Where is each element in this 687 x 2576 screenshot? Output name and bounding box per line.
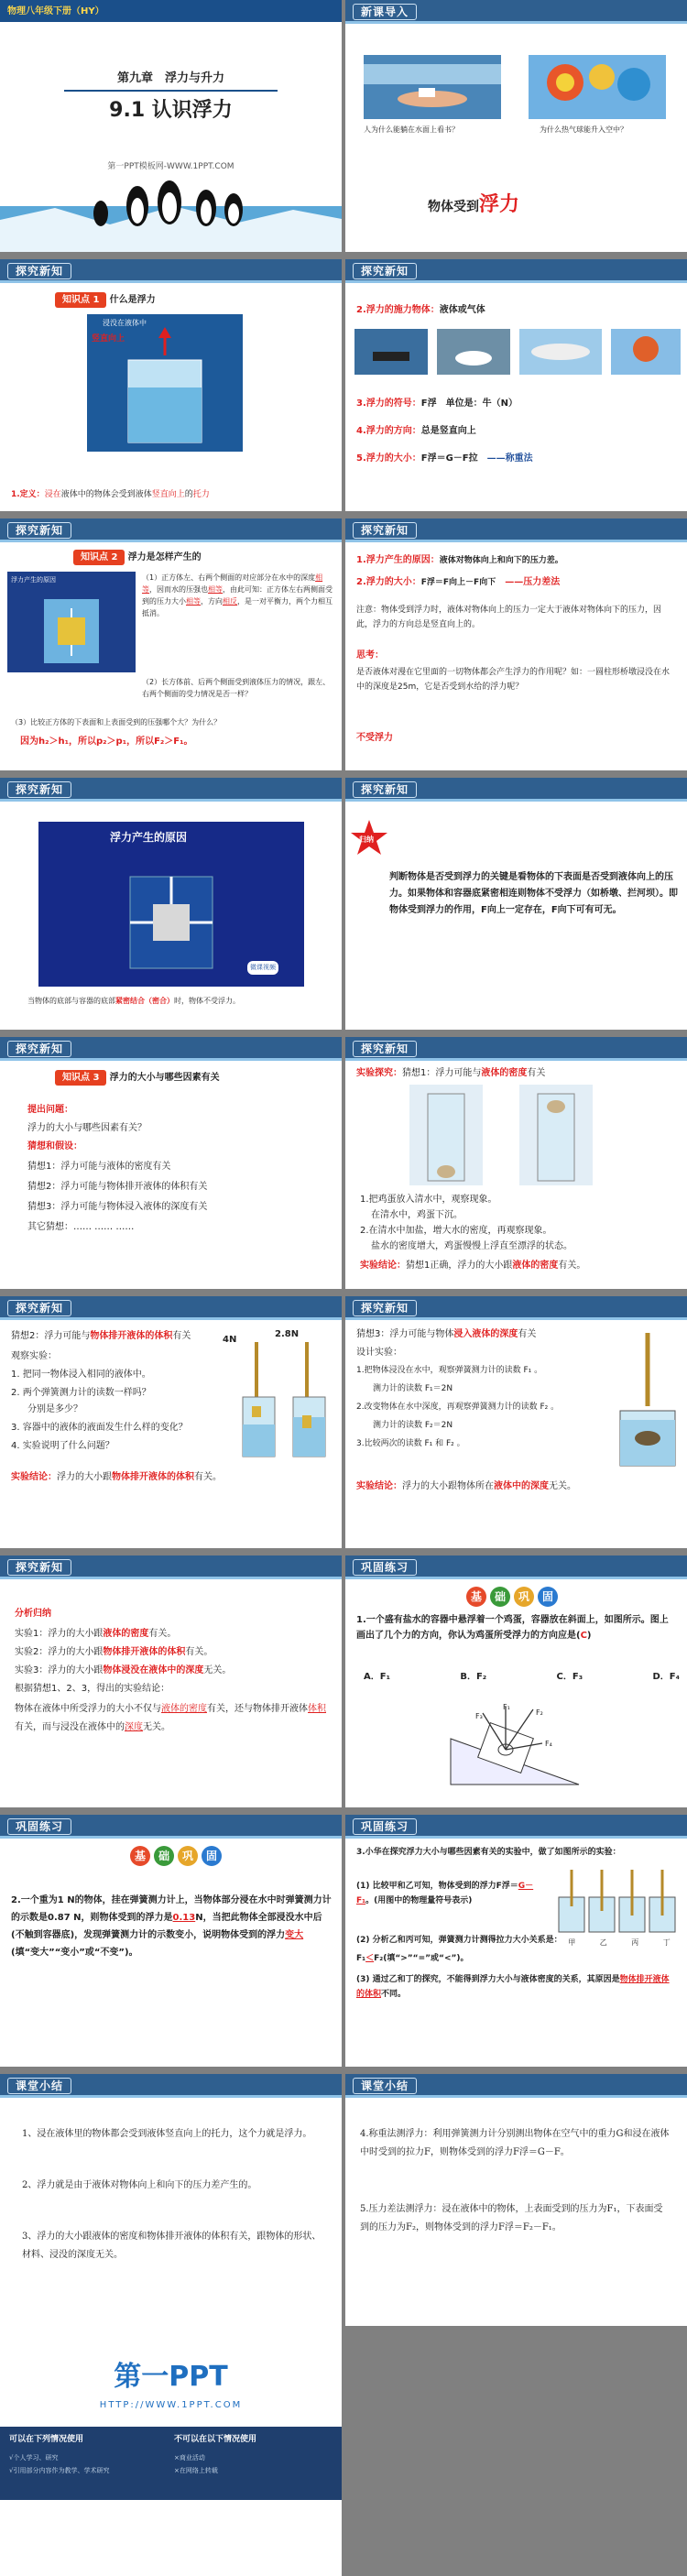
cap: 时，物体不受浮力。 [174,997,240,1005]
depth-experiment-image [616,1333,680,1470]
paragraph-2: （2）长方体前、后两个侧面受到液体压力的情况，跟左、右两个侧面的受力情况是否一样？ [142,678,331,698]
text: (1) 比较甲和乙可知，物体受到的浮力F浮＝ [356,1882,518,1891]
observe-3: 3. 容器中的液体的液面发生什么样的变化？ [11,1423,188,1433]
option-d[interactable]: D．F₄ [652,1672,680,1682]
footer-promo [0,2321,342,2576]
knowledge-point [55,1070,220,1086]
kp-badge: 知识点 1 [55,292,106,308]
kp-title: 浮力的大小与哪些因素有关 [109,1073,220,1083]
part-1 [356,1879,549,1908]
badge: 巩 [178,1846,198,1866]
text: 有关 [172,1331,191,1341]
lesson-title: 9.1 认识浮力 [109,99,233,122]
egg-beakers-image [409,1085,611,1185]
exp-conclusion [11,1470,222,1484]
slide-experiment-3 [345,1296,687,1548]
incline-diagram [446,1693,583,1794]
slide-analysis [0,1555,342,1807]
analysis-1 [15,1627,176,1641]
forbidden-item: ×商业活动 [174,2454,205,2461]
option-b[interactable]: B．F₂ [460,1672,487,1682]
property-value: 总是竖直向上 [420,426,476,436]
text: F₁ [356,1954,366,1963]
question-label: 提出问题： [27,1105,73,1115]
answer: C [580,1631,587,1641]
property-label: 3.浮力的符号： [356,398,421,409]
slide-header [0,259,342,283]
design-1: 1.把物体浸没在水中，观察弹簧测力计的读数 F₁ 。 [356,1366,543,1375]
value: F浮＝F向上－F向下 [420,578,496,587]
chapter-title: 第九章 浮力与升力 [116,71,224,85]
part-2: (2) 分析乙和丙可知，弹簧测力计测得拉力大小关系是： [356,1936,562,1945]
slide-header [345,1815,687,1839]
header-tag: 新课导入 [353,4,417,20]
header-tag: 探究新知 [7,1300,71,1316]
keyword: 物体排开液体的体积 [112,1472,194,1482]
slide-header [345,1555,687,1579]
text: 实验3：浮力的大小跟 [15,1665,104,1675]
text: 猜想2：浮力可能与 [11,1331,91,1341]
slide-definition [0,259,342,511]
p-blank: 相反 [223,597,237,606]
slide-hypotheses [0,1037,342,1289]
summary-paragraph [389,869,678,919]
question-text: N，当把此物体全部浸没水中后(不触到容器底)，发现弹簧测力计的示数变小，说明物体受到的浮力 [11,1913,322,1940]
slide-header [0,1296,342,1320]
def-text: 浸在 [44,490,61,499]
text: 有关。 [148,1629,177,1639]
def-text: 竖直向上 [151,490,185,499]
slide-exercise-2 [0,1815,342,2067]
text: 有关 [518,1329,537,1339]
conclusion-buoyancy: 浮力 [479,193,520,216]
header-tag: 探究新知 [353,522,417,539]
p-text: ，因而水的压强也 [149,585,208,594]
badge: 基 [466,1587,486,1607]
p-text: ，由此可知：正方体左右两侧面受到的压力大小 [142,585,333,606]
slide-summary-note [345,778,687,1030]
knowledge-point [55,292,156,308]
conclusion-prefix: 物体受到 [428,200,479,214]
label: 实验探究： [356,1068,402,1078]
label: 实验结论： [360,1261,406,1271]
text: 浮力的大小跟 [57,1472,112,1482]
think-label: 思考： [356,650,384,660]
observe-1: 1. 把同一物体浸入相同的液体中。 [11,1370,151,1380]
label: 实验结论： [11,1472,57,1482]
label: 2.浮力的大小： [356,577,421,587]
badge: 础 [154,1846,174,1866]
result-paragraph [15,1700,331,1737]
property-symbol [356,397,518,410]
allowed-item: √个人学习、研究 [9,2454,59,2461]
text: 无关。 [143,1722,170,1732]
header-tag: 课堂小结 [7,2078,71,2094]
observe-4: 4. 实验说明了什么问题？ [11,1441,114,1451]
kp-badge: 知识点 3 [55,1070,106,1086]
magnitude-line [356,575,560,590]
paragraph-3: （3）比较正方体的下表面和上表面受到的压强哪个大？为什么？ [11,718,222,726]
allowed-item: √引用部分内容作为教学、学术研究 [9,2467,110,2474]
slide-header [0,2074,342,2098]
keyword: 液体的密度 [481,1068,528,1078]
options [364,1670,680,1684]
property-value: 液体或气体 [439,305,485,315]
summary-item: 1、浸在液体里的物体都会受到液体竖直向上的托力，这个力就是浮力。 [22,2129,312,2139]
think-question: 是否液体对漫在它里面的一切物体都会产生浮力的作用呢？如：一圆柱形桥墩浸没在水中的深度是25m，它是否受到水给的浮力呢？ [356,668,671,692]
p-text: （1）正方体左、右两个侧面的对应部分在水中的深度 [142,573,316,582]
force-label: F₃ [475,1712,483,1720]
summary-item: 3、浮力的大小跟液体的密度和物体排开液体的体积有关，跟物体的形状、材料、浸没的深度无关。 [22,2232,322,2260]
text: 浮力的大小跟物体所在 [402,1481,494,1491]
summary-text: F向上一定存在，F向下可有可无。 [481,905,622,915]
exp-heading [356,1327,536,1341]
penguins-illustration [0,179,342,252]
p-blank: 相等 [142,573,323,594]
answer: G－F₁ [356,1882,534,1905]
label: 丁 [662,1938,671,1947]
label: 丙 [631,1938,639,1947]
slide-properties [345,259,687,511]
result-label: 根据猜想1、2、3，得出的实验结论： [15,1684,170,1694]
slide-exercise-1 [345,1555,687,1807]
keyword: 液体中的深度 [494,1481,549,1491]
p-blank: 相等 [186,597,201,606]
keyword: 物体排开液体的体积 [90,1331,173,1341]
slide-header [0,1815,342,1839]
label: 1.浮力产生的原因： [356,555,440,565]
hypothesis-2: 猜想2：浮力可能与物体排开液体的体积有关 [27,1182,208,1192]
brand-url[interactable]: HTTP://WWW.1PPT.COM [99,2400,243,2410]
blank: 体积 [308,1704,326,1714]
floating-reader-image [364,55,501,119]
text: 有关，还与物体排开液体 [207,1704,308,1714]
knowledge-point [73,550,202,565]
slide-header [0,778,342,802]
kp-title: 浮力是怎样产生的 [127,552,202,562]
text: 无关。 [203,1665,232,1675]
template-source: 第一PPT模板网-WWW.1PPT.COM [107,162,234,171]
text: 。(用图中的物理量符号表示) [365,1896,473,1905]
examples-images [354,329,681,375]
cause-line [356,553,563,568]
design-label: 设计实验： [356,1348,402,1358]
text: 有关。 [558,1261,586,1271]
property-label: 4.浮力的方向： [356,426,421,436]
slide-header [345,2074,687,2098]
text: 猜想1：浮力可能与 [402,1068,482,1078]
question-1 [356,1612,677,1643]
question-text: ) [586,1631,592,1641]
allowed-heading: 可以在下列情况使用 [9,2435,84,2444]
def-text: 托力 [192,490,210,499]
slide-summary-2 [345,2074,687,2326]
def-label: 1.定义： [11,490,45,499]
text: 猜想3：浮力可能与物体 [356,1329,454,1339]
keyword: 液体的密度 [512,1261,559,1271]
definition-line [11,488,210,502]
text: 实验2：浮力的大小跟 [15,1647,104,1657]
design-1-result: 测力计的读数 F₁＝2N [373,1384,453,1393]
summary-item: 2、浮力就是由于液体对物体向上和向下的压力差产生的。 [22,2180,257,2190]
header-tag: 探究新知 [353,781,417,798]
observe-2b: 分别是多少？ [27,1404,82,1414]
summary-item: 4.称重法测浮力：利用弹簧测力计分别测出物体在空气中的重力G和浸在液体中时受到的拉力F，则物体受到的浮力F浮＝G－F。 [360,2129,670,2157]
cap: 当物体的底部与容器的底部 [27,997,115,1005]
paragraph-1 [142,572,334,619]
step-2-result: 盐水的密度增大，鸡蛋慢慢上浮直至漂浮的状态。 [371,1241,572,1251]
slide-header [345,778,687,802]
method-label: ——称重法 [486,453,533,464]
label: 乙 [599,1938,607,1947]
header-tag: 探究新知 [7,263,71,279]
slide-header [0,518,342,542]
observe-2: 2. 两个弹簧测力计的读数一样吗？ [11,1388,151,1398]
text: 物体在液体中所受浮力的大小不仅与 [15,1704,161,1714]
property-label: 2.浮力的施力物体： [356,305,440,315]
header-tag: 巩固练习 [353,1559,417,1576]
observe-label: 观察实验： [11,1351,57,1361]
slide-origin [0,518,342,770]
property-value: F浮＝G－F拉 [420,453,478,464]
header-tag: 课堂小结 [353,2078,417,2094]
blank: 深度 [125,1722,143,1732]
slide-intro [345,0,687,252]
label: 实验结论： [356,1481,402,1491]
design-2: 2.改变物体在水中深度，再观察弹簧测力计的读数 F₂ 。 [356,1403,560,1412]
header-tag: 巩固练习 [353,1818,417,1835]
exp-heading [356,1066,545,1080]
step-1: 1.把鸡蛋放入清水中，观察现象。 [360,1195,497,1205]
arrow-label: 竖直向上 [92,334,125,344]
answer: ＜ [365,1954,375,1963]
slide-header [345,1296,687,1320]
spring-scale-images [229,1333,339,1461]
analysis-3 [15,1664,231,1677]
badge: 固 [202,1846,222,1866]
basic-consolidation-badges [464,1587,560,1607]
slide-header [345,0,687,24]
slide-experiment-1 [345,1037,687,1289]
slide-header [345,518,687,542]
p-text: ，方向 [201,597,223,606]
slide-exercise-3 [345,1815,687,2067]
force-label: F₄ [545,1740,552,1748]
option-a[interactable]: A．F₁ [364,1672,390,1682]
exp-conclusion [360,1259,585,1272]
header-tag: 探究新知 [353,1041,417,1057]
micro-video-button[interactable]: 微课视频 [247,961,278,975]
hypothesis-1: 猜想1：浮力可能与液体的密度有关 [27,1162,171,1172]
kp-title: 什么是浮力 [109,295,156,305]
question-3: 3.小华在探究浮力大小与哪些因素有关的实验中，做了如图所示的实验： [356,1848,621,1857]
keyword: 物体排开液体的体积 [103,1647,186,1657]
video-caption: 浸没在液体中 [103,319,147,327]
text: 无关。 [549,1481,576,1491]
text: 有关。 [185,1647,213,1657]
slide-video [0,778,342,1030]
header-tag: 巩固练习 [7,1818,71,1835]
label: 甲 [568,1938,576,1947]
text: 不同。 [381,1990,407,1999]
book-name: 物理八年级下册（HY） [7,6,104,16]
option-c[interactable]: C．F₃ [556,1672,583,1682]
part-2-answer [356,1952,469,1966]
question-text: 1.一个盛有盐水的容器中悬浮着一个鸡蛋，容器放在斜面上，如图所示。图上画出了几个力的方向，你认为鸡蛋所受浮力的方向应是( [356,1615,669,1641]
slide-summary-1 [0,2074,342,2326]
header-tag: 探究新知 [7,522,71,539]
star-label: 归纳 [359,835,374,844]
four-beakers-diagram [554,1870,682,1934]
answer-2: 变大 [285,1930,304,1940]
question-text: 浮力的大小与哪些因素有关？ [27,1123,147,1133]
method: ——压力差法 [505,577,561,587]
question-2 [11,1892,332,1961]
note: 注意：物体受到浮力时，液体对物体向上的压力一定大于液体对物体向下的压力，因此，浮力的方向总是竖直向上的。 [356,606,662,629]
basic-consolidation-badges [128,1846,224,1866]
forbidden-item: ×在网络上转载 [174,2467,218,2474]
keyword: 浸入液体的深度 [453,1329,518,1339]
force-reading-2: 2.8N [275,1329,300,1339]
badge: 固 [538,1587,558,1607]
text: 实验1：浮力的大小跟 [15,1629,104,1639]
header-tag: 探究新知 [7,1559,71,1576]
keyword: 液体的密度 [103,1629,149,1639]
conclusion-text [428,193,520,216]
slide-header [345,259,687,283]
think-answer: 不受浮力 [356,733,393,743]
text: 有关 [527,1068,546,1078]
blank: 液体的密度 [161,1704,207,1714]
cap: 紧密结合（密合） [115,997,174,1005]
force-reading-1: 4N [223,1335,237,1345]
property-agent [356,303,485,317]
slide-experiment-2 [0,1296,342,1548]
hypothesis-3: 猜想3：浮力可能与物体浸入液体的深度有关 [27,1202,208,1212]
forbidden-heading: 不可以在以下情况使用 [174,2435,257,2444]
header-tag: 探究新知 [353,263,417,279]
part-3 [356,1972,677,2002]
slide-cause [345,518,687,770]
slide-title [0,0,342,252]
header-tag: 探究新知 [7,1041,71,1057]
slide-header [0,1037,342,1061]
property-magnitude [356,452,533,465]
hot-air-balloon-image [529,55,666,119]
design-2-result: 测力计的读数 F₂＝2N [373,1421,453,1430]
exp-heading [11,1329,191,1343]
force-label: F₁ [503,1703,510,1711]
p-text: ，是一对平衡力，两个力相互抵消。 [142,597,333,617]
text: 有关，而与浸没在液体中的 [15,1722,125,1732]
def-text: 的 [184,490,193,499]
slide-header [345,1037,687,1061]
badge: 基 [130,1846,150,1866]
answer: 物体排开液体的体积 [356,1975,670,1999]
answer-1: 0.13 [172,1913,196,1923]
video-caption [27,994,240,1008]
header-tag: 探究新知 [353,1300,417,1316]
text: 有关。 [194,1472,222,1482]
text: F₂(填“>”“=”或“<”)。 [374,1954,469,1963]
video-title: 浮力产生的原因 [110,831,188,844]
design-3: 3.比较两次的读数 F₁ 和 F₂ 。 [356,1439,465,1448]
step-2: 2.在清水中加盐，增大水的密度，再观察现象。 [360,1226,552,1236]
analysis-heading: 分析归纳 [15,1609,51,1619]
step-1-result: 在清水中，鸡蛋下沉。 [371,1210,463,1220]
badge: 础 [490,1587,510,1607]
slide-header [0,1555,342,1579]
kp-badge: 知识点 2 [73,550,125,565]
property-label: 5.浮力的大小： [356,453,421,464]
answer: 因为h₂＞h₁，所以p₂＞p₁，所以F₂＞F₁。 [20,737,193,747]
analysis-2 [15,1645,213,1659]
image-caption: 浮力产生的原因 [11,576,56,584]
value: 液体对物体向上和向下的压力差。 [439,556,563,565]
header-tag: 探究新知 [7,781,71,798]
text: (3) 通过乙和丁的探究，不能得到浮力大小与液体密度的关系，其原因是 [356,1975,620,1984]
property-value: F浮 单位是：牛（N） [420,398,518,409]
force-label: F₂ [536,1708,543,1717]
brand-logo: 第一PPT [114,2361,228,2393]
summary-item: 5.压力差法测浮力：浸在液体中的物体，上表面受到的压力为F₁，下表面受到的压力为F₂，则物体受到的浮力F浮＝F₂－F₁。 [360,2204,663,2232]
question-1: 人为什么能躺在水面上看书？ [364,126,459,134]
text: 猜想1正确，浮力的大小跟 [406,1261,513,1271]
property-direction [356,424,476,438]
question-text: (填“变大”“变小”或“不变”)。 [11,1948,138,1958]
hypothesis-other: 其它猜想：…… …… …… [27,1222,135,1232]
exp-conclusion [356,1479,576,1493]
beaker-labels [556,1936,682,1949]
question-text: 2.一个重为1 N的物体，挂在弹簧测力计上，当物体部分浸在水中时弹簧测力计的示数是0.87 N，则物体受到的浮力是 [11,1895,332,1923]
summary-text: 判断物体是否受到浮力的关键是看物体的下表面是否受到液体向上的压力。如果物体和容器底紧密相连则物体不受浮力（如桥墩、拦河坝）。即物体受到浮力的作用， [389,872,678,915]
hypothesis-label: 猜想和假设： [27,1141,82,1152]
def-text: 液体中的物体会受到液体 [60,490,152,499]
keyword: 物体浸没在液体中的深度 [103,1665,204,1675]
p-blank: 相等 [208,585,223,594]
badge: 巩 [514,1587,534,1607]
question-2: 为什么热气球能升入空中？ [540,126,627,134]
